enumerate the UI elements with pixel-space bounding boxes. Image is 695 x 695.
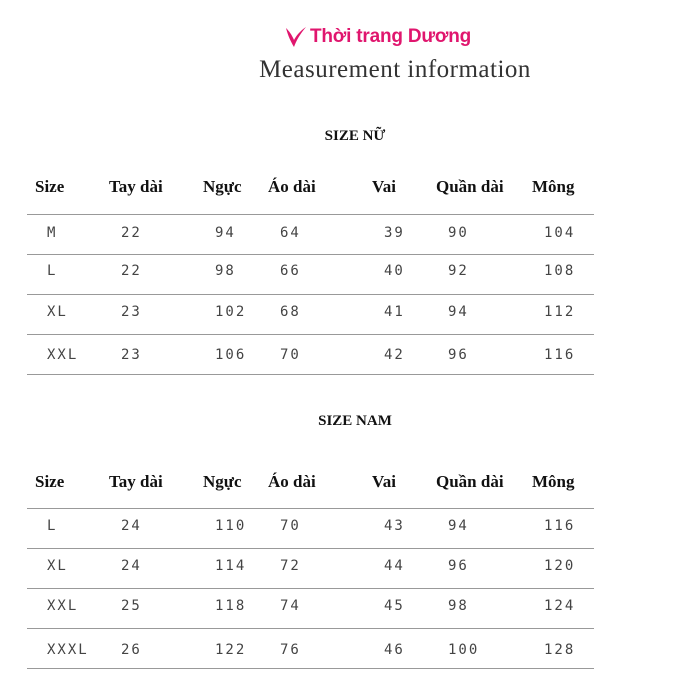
table-title-women: SIZE NỮ [324,128,386,144]
table-cell: 124 [544,598,576,614]
table-cell: 116 [544,518,576,534]
table-cell: 66 [280,263,301,279]
table-cell: 45 [384,598,405,614]
table-cell: 116 [544,347,576,363]
column-header: Tay dài [109,177,163,196]
row-divider [27,254,594,255]
table-cell: 98 [215,263,236,279]
table-cell: 98 [448,598,469,614]
table-cell: M [47,225,58,241]
table-cell: 43 [384,518,405,534]
table-cell: XXXL [47,642,89,658]
table-title-men: SIZE NAM [318,413,392,429]
column-header: Ngực [203,472,242,491]
table-cell: 76 [280,642,301,658]
table-cell: 42 [384,347,405,363]
table-cell: L [47,263,58,279]
column-header: Mông [532,177,575,196]
column-header: Tay dài [109,472,163,491]
row-divider [27,588,594,589]
table-cell: 118 [215,598,247,614]
table-cell: 26 [121,642,142,658]
table-cell: 102 [215,304,247,320]
heart-swoosh-icon [282,24,308,50]
table-cell: XL [47,558,68,574]
page-heading: Measurement information [259,56,531,83]
table-cell: 108 [544,263,576,279]
table-cell: 64 [280,225,301,241]
table-cell: 106 [215,347,247,363]
table-cell: 112 [544,304,576,320]
table-cell: L [47,518,58,534]
table-cell: 114 [215,558,247,574]
row-divider [27,294,594,295]
row-divider [27,548,594,549]
brand-name: Thời trang Dương [310,26,472,47]
table-cell: 24 [121,558,142,574]
table-cell: 74 [280,598,301,614]
table-cell: 40 [384,263,405,279]
table-cell: XXL [47,347,79,363]
column-header: Vai [372,472,396,491]
table-cell: 122 [215,642,247,658]
table-cell: 46 [384,642,405,658]
column-header: Áo dài [268,472,316,491]
column-header: Quần dài [436,177,504,196]
brand-logo [282,22,471,52]
table-cell: 39 [384,225,405,241]
table-cell: 23 [121,347,142,363]
column-header: Quần dài [436,472,504,491]
column-header: Áo dài [268,177,316,196]
row-divider [27,214,594,215]
size-table-women [27,168,594,376]
table-cell: 25 [121,598,142,614]
row-divider [27,508,594,509]
row-divider [27,374,594,375]
table-cell: 72 [280,558,301,574]
table-cell: 128 [544,642,576,658]
table-cell: 68 [280,304,301,320]
row-divider [27,668,594,669]
table-cell: 22 [121,263,142,279]
table-cell: 70 [280,518,301,534]
table-cell: 92 [448,263,469,279]
table-cell: 96 [448,558,469,574]
table-cell: 120 [544,558,576,574]
table-cell: 110 [215,518,247,534]
table-cell: 23 [121,304,142,320]
column-header: Size [35,177,65,196]
column-header: Size [35,472,65,491]
size-table-men [27,463,594,670]
table-cell: 90 [448,225,469,241]
table-cell: 70 [280,347,301,363]
table-cell: 41 [384,304,405,320]
column-header: Vai [372,177,396,196]
column-header: Ngực [203,177,242,196]
table-cell: 96 [448,347,469,363]
table-cell: 24 [121,518,142,534]
column-header: Mông [532,472,575,491]
table-cell: XL [47,304,68,320]
table-cell: 22 [121,225,142,241]
table-cell: XXL [47,598,79,614]
row-divider [27,628,594,629]
table-cell: 94 [448,518,469,534]
row-divider [27,334,594,335]
table-cell: 104 [544,225,576,241]
table-cell: 94 [448,304,469,320]
table-cell: 44 [384,558,405,574]
table-cell: 100 [448,642,480,658]
table-cell: 94 [215,225,236,241]
